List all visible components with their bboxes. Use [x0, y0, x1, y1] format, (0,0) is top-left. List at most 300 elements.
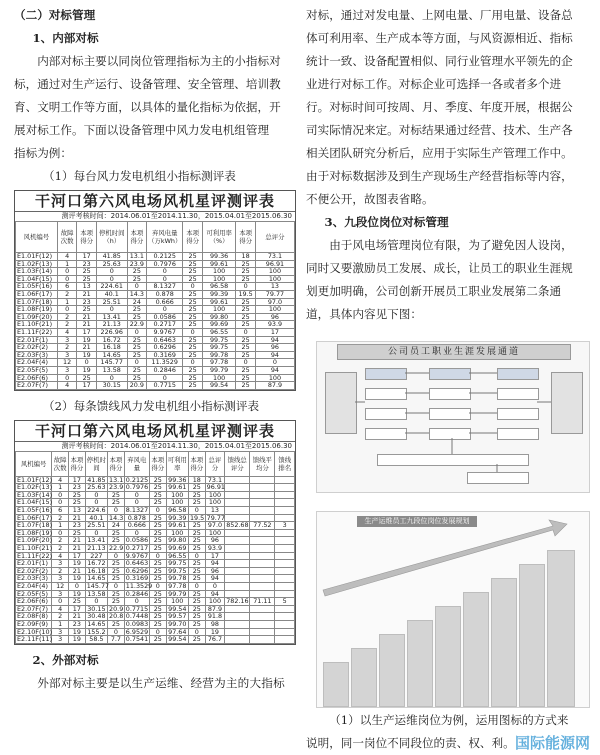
- table-cell: [250, 567, 275, 575]
- table-cell: 3: [57, 336, 77, 344]
- table-cell: 0: [52, 499, 69, 507]
- table2-subtitle: 测评考核时间：2014.06.01至2014.11.30，2015.04.01至2015.06.30: [15, 441, 295, 451]
- table-cell: 25: [183, 374, 203, 382]
- table-cell: E1.04F(15): [16, 275, 58, 283]
- text-line: （1）以生产运维岗位为例，运用图标的方式来: [329, 713, 569, 727]
- table-cell: [225, 567, 250, 575]
- table-cell: [250, 499, 275, 507]
- table-cell: E2.07F(7): [16, 382, 58, 390]
- table-cell: 0: [96, 374, 127, 382]
- table-cell: E1.10F(21): [17, 544, 53, 553]
- table-cell: 20.9: [109, 604, 124, 613]
- table-cell: [225, 491, 250, 499]
- table-cell: 96: [255, 313, 294, 321]
- table-cell: 0: [147, 275, 183, 283]
- table-cell: 3: [57, 366, 77, 374]
- table-cell: 96.91: [206, 483, 225, 492]
- table-cell: 58.5: [85, 636, 107, 644]
- table-cell: 0.7976: [147, 260, 183, 268]
- table-cell: 3: [275, 522, 295, 530]
- level-step-2: [351, 648, 377, 707]
- table-cell: 0: [57, 275, 77, 283]
- table-cell: 99.78: [166, 575, 188, 583]
- table-cell: 19: [77, 366, 97, 374]
- table-cell: 25: [127, 374, 147, 382]
- table-cell: 25: [183, 336, 203, 344]
- table-cell: 93.9: [255, 321, 294, 329]
- table-cell: 30.15: [85, 605, 107, 613]
- table-cell: 0: [52, 491, 69, 499]
- table-cell: 96: [205, 567, 225, 575]
- table-cell: 0.0983: [125, 619, 149, 628]
- table-cell: 2: [57, 313, 77, 321]
- table-cell: 23: [69, 620, 86, 628]
- table-row: [16, 545, 295, 553]
- table-cell: 0: [124, 598, 149, 606]
- table-cell: [225, 583, 250, 591]
- table-cell: 19: [205, 628, 225, 636]
- table-cell: 227: [85, 552, 107, 560]
- table-cell: 25: [188, 484, 205, 492]
- table-cell: 99.79: [202, 366, 235, 374]
- table-cell: 23: [69, 522, 86, 530]
- table-cell: E1.08F(19): [16, 306, 58, 314]
- table-cell: 25: [188, 529, 205, 537]
- table-cell: 25: [188, 613, 205, 621]
- table-cell: 7.7: [108, 636, 125, 644]
- table-cell: 98: [205, 620, 225, 628]
- table-cell: 0.6296: [125, 566, 149, 575]
- table-cell: 23.9: [109, 483, 124, 492]
- table-cell: 19: [69, 628, 86, 636]
- table-cell: 0.2846: [125, 589, 149, 598]
- table-cell: 25: [188, 567, 205, 575]
- table-cell: 25: [127, 275, 147, 283]
- table-cell: 852.68: [226, 521, 249, 530]
- table-cell: 100: [202, 275, 235, 283]
- table-cell: 99.54: [166, 605, 188, 613]
- table-cell: 25: [236, 336, 256, 344]
- table-cell: 25.63: [96, 260, 127, 268]
- table-cell: 4: [52, 605, 69, 613]
- table-cell: 0: [57, 374, 77, 382]
- table-cell: 25: [188, 522, 205, 530]
- table-cell: 0: [96, 275, 127, 283]
- table-cell: 25: [183, 275, 203, 283]
- text-line: 说明，同一岗位不同段位的责、权、利。: [306, 736, 515, 750]
- table-cell: 0: [124, 491, 149, 499]
- table-cell: 0.2717: [147, 321, 183, 329]
- table-cell: 0.878: [147, 290, 183, 298]
- table-cell: 100: [255, 374, 294, 382]
- table-cell: 0.3169: [147, 351, 183, 359]
- table-cell: 25: [236, 351, 256, 359]
- table-cell: 41.85: [85, 476, 107, 484]
- table-cell: 21: [69, 545, 86, 553]
- table-cell: 21: [69, 613, 86, 621]
- table-cell: E2.01F(1): [16, 560, 52, 568]
- table-cell: 25: [236, 298, 256, 306]
- table-cell: [250, 552, 275, 560]
- nine-level-diagram-title: 生产运维员工九段位岗位发展规划: [357, 516, 477, 527]
- text-line: 行。对标时间可按周、月、季度、年度开展，根据公: [306, 100, 573, 114]
- table-cell: [275, 529, 295, 537]
- table-cell: 19.5: [236, 290, 256, 298]
- table-cell: 25: [149, 522, 166, 530]
- table-cell: 99.80: [202, 313, 235, 321]
- table-cell: 0: [77, 359, 97, 367]
- table-cell: 16.18: [85, 567, 107, 575]
- table-cell: 6: [52, 507, 69, 515]
- table-cell: 0: [96, 268, 127, 276]
- table-cell: [225, 575, 250, 583]
- right-column: [306, 0, 590, 326]
- table-cell: E2.02F(2): [16, 344, 58, 352]
- table-cell: 25: [188, 636, 205, 644]
- table2: [14, 420, 296, 645]
- table-cell: 96: [255, 344, 294, 352]
- table-cell: 23.9: [127, 260, 147, 268]
- table-cell: [225, 507, 250, 515]
- table-cell: 0.6463: [147, 336, 183, 344]
- table-cell: [225, 560, 250, 568]
- table-cell: 99.39: [166, 514, 188, 522]
- table-cell: E1.09F(20): [16, 313, 58, 321]
- column-header: 故障次数: [52, 451, 69, 476]
- table-cell: 0: [149, 583, 166, 591]
- table-cell: 3: [52, 575, 69, 583]
- table-cell: 1: [52, 484, 69, 492]
- table-cell: 0.2717: [125, 544, 149, 553]
- table-cell: 25: [127, 268, 147, 276]
- table-cell: [250, 605, 275, 613]
- table-cell: [250, 620, 275, 628]
- table-cell: 224.6: [85, 507, 107, 515]
- column-header: 总评分: [255, 222, 294, 253]
- column-header: 馈线平均分: [250, 451, 275, 476]
- table-cell: 1: [52, 620, 69, 628]
- table-cell: E1.07F(18): [16, 298, 58, 306]
- table-row: [16, 583, 295, 591]
- table-cell: 17: [69, 605, 86, 613]
- table-cell: 25.63: [85, 484, 107, 492]
- table-cell: 25: [236, 366, 256, 374]
- table-cell: 0.7715: [125, 604, 149, 613]
- table-cell: 25: [108, 537, 125, 545]
- table-cell: 100: [166, 529, 188, 537]
- table-cell: 25: [236, 344, 256, 352]
- table-cell: 0.7448: [125, 612, 149, 621]
- table-cell: 19.5: [189, 513, 205, 522]
- table-cell: [225, 628, 250, 636]
- table-cell: 13: [77, 283, 97, 291]
- table-cell: 25: [149, 537, 166, 545]
- table-cell: 96.91: [255, 260, 294, 268]
- table-cell: 40.1: [96, 290, 127, 298]
- table-cell: 3: [52, 590, 69, 598]
- table-cell: 41.85: [96, 253, 127, 261]
- table-row: [16, 253, 295, 261]
- column-header: 故障次数: [57, 222, 77, 253]
- table-cell: 25: [127, 336, 147, 344]
- table-cell: E2.05F(5): [16, 366, 58, 374]
- table-cell: 2: [57, 321, 77, 329]
- table-cell: 25: [183, 268, 203, 276]
- table-cell: 2: [57, 290, 77, 298]
- table-cell: 24: [127, 298, 147, 306]
- table-cell: 0: [205, 583, 225, 591]
- table-cell: 25: [108, 529, 125, 537]
- table-row: [16, 298, 295, 306]
- table-cell: 99.54: [202, 382, 235, 390]
- table-cell: 25: [127, 306, 147, 314]
- table-cell: 25: [108, 560, 125, 568]
- table-cell: 96.55: [166, 552, 188, 560]
- text-line: 不便公开，故图表省略。: [306, 192, 434, 206]
- subsection-heading-internal: 1、内部对标: [32, 31, 99, 45]
- table-cell: 19: [69, 575, 86, 583]
- text-line: 内部对标主要以同岗位管理指标为主的小指标对: [37, 54, 281, 68]
- table-cell: [275, 605, 295, 613]
- left-column: [14, 0, 296, 695]
- table-cell: 21: [69, 537, 86, 545]
- table-cell: E2.06F(6): [16, 374, 58, 382]
- table-cell: 97.0: [255, 298, 294, 306]
- table-cell: 0.6296: [147, 344, 183, 352]
- table-cell: 25: [69, 491, 86, 499]
- table-row: [16, 620, 295, 628]
- table-cell: 25: [108, 575, 125, 583]
- table-cell: 0.878: [124, 514, 149, 522]
- table-cell: [250, 636, 275, 644]
- column-header: 本项得分: [183, 222, 203, 253]
- table-cell: 25: [236, 268, 256, 276]
- table-cell: 25: [69, 598, 86, 606]
- text-line: 育、文明工作等方面，以具体的量化指标为依据，开: [14, 100, 281, 114]
- table-cell: 0: [124, 529, 149, 537]
- table-cell: 25: [149, 476, 166, 484]
- table-cell: 20.9: [127, 382, 147, 390]
- column-header: 可利用率（%）: [202, 222, 235, 253]
- column-header: 本项得分: [149, 451, 166, 476]
- table-cell: E2.10F(10): [17, 627, 53, 636]
- level-step-1: [323, 662, 349, 707]
- table-cell: E1.02F(13): [16, 260, 58, 268]
- table-row: [16, 328, 295, 336]
- table-cell: 25: [127, 351, 147, 359]
- table-cell: 97.78: [166, 583, 188, 591]
- text-line: 同时又要激励员工发展、成长，让员工的职业生涯规: [306, 261, 573, 275]
- table-cell: [275, 560, 295, 568]
- table-cell: 13: [69, 507, 86, 515]
- table-cell: 2: [52, 567, 69, 575]
- column-header: 总评分: [205, 451, 225, 476]
- table-cell: 1: [52, 522, 69, 530]
- table-cell: 0.2125: [125, 475, 149, 484]
- table-cell: [225, 613, 250, 621]
- paragraph-nine-level: [306, 234, 590, 326]
- table-cell: 0: [127, 283, 147, 291]
- table-cell: 99.54: [166, 636, 188, 644]
- table-cell: 25: [149, 567, 166, 575]
- table-cell: 23: [77, 298, 97, 306]
- table-cell: 0: [236, 359, 256, 367]
- table-cell: 13.1: [127, 253, 147, 261]
- table-cell: 25: [127, 313, 147, 321]
- table-cell: 99.70: [166, 620, 188, 628]
- table-cell: E1.03F(14): [17, 490, 53, 499]
- table-cell: 0.3169: [125, 574, 149, 583]
- table-cell: E2.11F(11): [17, 635, 53, 644]
- table-cell: 1: [57, 298, 77, 306]
- career-path-diagram-title: 公司员工职业生涯发展通道: [337, 344, 571, 360]
- table-cell: 0: [85, 598, 107, 606]
- table-cell: 4: [57, 253, 77, 261]
- table-cell: 25: [236, 321, 256, 329]
- table-cell: 0: [57, 268, 77, 276]
- table-cell: 94: [205, 560, 225, 568]
- table-cell: [275, 636, 295, 644]
- table-cell: 25: [149, 491, 166, 499]
- table-cell: 21: [77, 321, 97, 329]
- table-cell: 13: [205, 507, 225, 515]
- table-cell: 4: [52, 552, 69, 560]
- table-cell: 99.75: [202, 344, 235, 352]
- table-cell: 8.1327: [125, 506, 149, 515]
- table-cell: 99.80: [166, 537, 188, 545]
- table-cell: 25.51: [96, 298, 127, 306]
- level-step-9: [547, 550, 575, 707]
- table-cell: 0: [188, 583, 205, 591]
- table-cell: 94: [205, 590, 225, 598]
- table-cell: 25: [149, 613, 166, 621]
- table-cell: 19: [77, 336, 97, 344]
- column-header: 本项得分: [188, 451, 205, 476]
- table1-subtitle: 测评考核时间：2014.06.01至2014.11.30，2015.04.01至2015.06.30: [15, 211, 295, 221]
- table-cell: E2.04F(4): [16, 359, 58, 367]
- table-cell: 25: [183, 253, 203, 261]
- table-cell: 3: [52, 636, 69, 644]
- table-cell: [275, 545, 295, 553]
- table-cell: [250, 491, 275, 499]
- table-cell: 25: [183, 382, 203, 390]
- table-cell: 25: [149, 636, 166, 644]
- table-cell: E1.08F(19): [17, 528, 53, 537]
- table-cell: 0: [147, 374, 183, 382]
- table-cell: 782.16: [226, 597, 249, 606]
- table-cell: E2.09F(9): [16, 620, 52, 628]
- table-cell: [225, 605, 250, 613]
- table-cell: [250, 613, 275, 621]
- table-cell: E1.04F(15): [17, 498, 53, 507]
- table-cell: 25: [149, 484, 166, 492]
- table-cell: [275, 583, 295, 591]
- table-cell: [250, 575, 275, 583]
- table-cell: 2: [57, 344, 77, 352]
- table-cell: 25: [69, 529, 86, 537]
- table-cell: E1.07F(18): [17, 521, 53, 530]
- text-line: 对标，通过对发电量、上网电量、厂用电量、设备总: [306, 8, 573, 22]
- column-header: 停机时间（h）: [96, 222, 127, 253]
- table-cell: 3: [52, 628, 69, 636]
- table-cell: 25: [108, 620, 125, 628]
- table-cell: [225, 537, 250, 545]
- table-cell: 13.1: [109, 475, 124, 484]
- table1-caption: （1）每台风力发电机组小指标测评表: [43, 169, 236, 183]
- table-cell: 17: [77, 328, 97, 336]
- table-cell: 25: [236, 313, 256, 321]
- table-cell: E1.05F(16): [17, 506, 53, 515]
- career-path-diagram: [316, 341, 590, 493]
- table-cell: 0: [149, 552, 166, 560]
- table-row: [16, 366, 295, 374]
- table-cell: 25: [236, 260, 256, 268]
- table-cell: 100: [205, 598, 225, 606]
- table-cell: [250, 560, 275, 568]
- table-cell: 0: [96, 306, 127, 314]
- table-cell: 94: [255, 366, 294, 374]
- table-cell: 25: [149, 560, 166, 568]
- table-cell: 99.61: [202, 260, 235, 268]
- table-cell: 100: [255, 306, 294, 314]
- table-cell: 16.18: [96, 344, 127, 352]
- table-cell: 25: [77, 268, 97, 276]
- level-step-4: [407, 620, 433, 707]
- table-cell: 97.64: [166, 628, 188, 636]
- table-cell: 0: [52, 598, 69, 606]
- table-cell: E2.07F(7): [16, 605, 52, 613]
- table-cell: 25: [183, 321, 203, 329]
- table-cell: [275, 491, 295, 499]
- table-cell: 23: [77, 260, 97, 268]
- table-cell: [275, 613, 295, 621]
- column-header: 停机时间: [85, 451, 107, 476]
- table-cell: [225, 552, 250, 560]
- table-row: [16, 268, 295, 276]
- table-cell: 25: [183, 306, 203, 314]
- table-cell: 0: [183, 359, 203, 367]
- column-header: 弃风电量: [124, 451, 149, 476]
- table-cell: 25: [188, 620, 205, 628]
- text-line: 由于风电场管理岗位有限，为了避免因人设岗，: [329, 238, 573, 252]
- table-cell: 0: [188, 628, 205, 636]
- table-cell: 25: [149, 590, 166, 598]
- table-cell: 21: [77, 344, 97, 352]
- table-cell: 25: [188, 590, 205, 598]
- table-cell: E2.08F(8): [16, 613, 52, 621]
- text-line: 业进行对标工作。对标企业可选择一各或者多个进: [306, 77, 562, 91]
- table-cell: 25: [77, 374, 97, 382]
- watermark-logo: 国际能源网: [514, 734, 590, 752]
- table-cell: 96.58: [166, 507, 188, 515]
- table-cell: 14.65: [85, 575, 107, 583]
- table-cell: 99.69: [202, 321, 235, 329]
- table-cell: E1.06F(17): [17, 513, 53, 522]
- table-cell: 25: [188, 598, 205, 606]
- table-cell: 24: [108, 522, 125, 530]
- table-cell: 0: [183, 328, 203, 336]
- table-cell: 19: [69, 560, 86, 568]
- table-cell: 25: [183, 298, 203, 306]
- table-cell: 21.13: [85, 545, 107, 553]
- table-cell: 12: [57, 359, 77, 367]
- table-cell: 14.3: [127, 290, 147, 298]
- table-cell: E2.04F(4): [16, 583, 52, 591]
- table-cell: 0.666: [147, 298, 183, 306]
- table-cell: 155.2: [85, 628, 107, 636]
- table-cell: E2.03F(3): [16, 575, 52, 583]
- table-cell: 0: [69, 583, 86, 591]
